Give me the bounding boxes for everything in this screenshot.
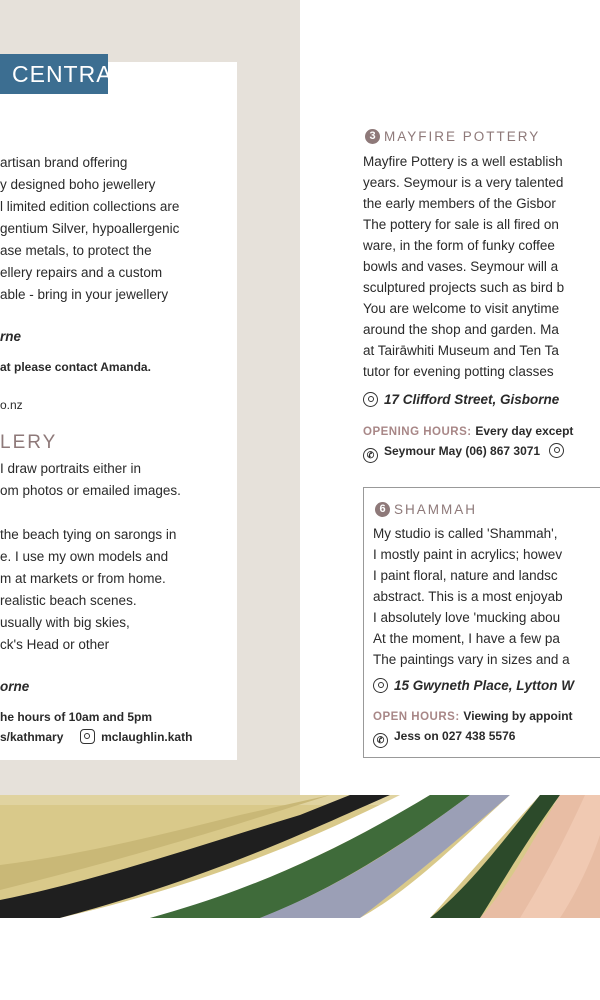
location-pin-icon (363, 392, 378, 407)
mayfire-hours (363, 420, 573, 444)
listing-number-badge: 3 (365, 129, 380, 144)
text-line: ellery repairs and a custom (0, 265, 163, 280)
text-line: om photos or emailed images. (0, 483, 181, 498)
shammah-address (373, 675, 574, 697)
phone-number[interactable]: Seymour May (06) 867 3071 (384, 444, 541, 458)
instagram-icon (80, 729, 95, 744)
hours-value: Every day except (475, 424, 574, 438)
shammah-contact (373, 726, 515, 748)
location-pin-icon (373, 678, 388, 693)
phone-icon: ✆ (363, 448, 378, 463)
phone-icon: ✆ (373, 733, 388, 748)
text-line: y designed boho jewellery (0, 177, 156, 192)
text-line: ware, in the form of funky coffee (363, 238, 555, 253)
text-line: I draw portraits either in (0, 461, 142, 476)
address-text: 15 Gwyneth Place, Lytton W (394, 678, 575, 693)
text-line: years. Seymour is a very talented (363, 175, 564, 190)
text-line: m at markets or from home. (0, 571, 166, 586)
text-line: the beach tying on sarongs in (0, 527, 177, 542)
text-line: sculptured projects such as bird b (363, 280, 565, 295)
text-line: realistic beach scenes. (0, 593, 137, 608)
text-line: Mayfire Pottery is a well establish (363, 154, 563, 169)
shammah-hours (373, 705, 573, 729)
website-link[interactable]: o.nz (0, 398, 23, 412)
listing-number-badge: 6 (375, 502, 390, 517)
text-line: ck's Head or other (0, 637, 110, 652)
hours-value: Viewing by appoint (463, 709, 573, 723)
mayfire-contact (363, 441, 570, 463)
text-line: tutor for evening potting classes (363, 364, 554, 379)
instagram-handle[interactable]: mclaughlin.kath (101, 730, 193, 744)
text-line: At the moment, I have a few pa (373, 631, 560, 646)
hours-label: OPENING HOURS: (363, 426, 472, 438)
text-line: I mostly paint in acrylics; howev (373, 547, 563, 562)
left-listing-card (0, 62, 237, 760)
abstract-painting-image (0, 795, 600, 918)
text-line: My studio is called 'Shammah', (373, 526, 558, 541)
text-line: artisan brand offering (0, 155, 128, 170)
text-line: l limited edition collections are (0, 199, 180, 214)
text-line: You are welcome to visit anytime (363, 301, 560, 316)
text-line: at Tairāwhiti Museum and Ten Ta (363, 343, 559, 358)
shammah-heading (375, 499, 477, 521)
text-line: bowls and vases. Seymour will a (363, 259, 559, 274)
address-text: rne (0, 329, 22, 344)
hours-text: he hours of 10am and 5pm (0, 710, 153, 724)
text-line: The pottery for sale is all fired on (363, 217, 559, 232)
text-line: The paintings vary in sizes and a (373, 652, 570, 667)
contact-text: at please contact Amanda. (0, 360, 151, 374)
facebook-handle[interactable]: s/kathmary (0, 730, 64, 744)
text-line: gentium Silver, hypoallergenic (0, 221, 180, 236)
hours-label: OPEN HOURS: (373, 711, 460, 723)
text-line: the early members of the Gisbor (363, 196, 556, 211)
email-icon (549, 443, 564, 458)
social-row (0, 726, 192, 748)
text-line: I absolutely love 'mucking abou (373, 610, 561, 625)
text-line: abstract. This is a most enjoyab (373, 589, 563, 604)
address-text: 17 Clifford Street, Gisborne (384, 392, 560, 407)
text-line: e. I use my own models and (0, 549, 169, 564)
mayfire-address (363, 389, 559, 411)
mayfire-title: MAYFIRE POTTERY (384, 129, 541, 144)
text-line: around the shop and garden. Ma (363, 322, 559, 337)
text-line: able - bring in your jewellery (0, 287, 169, 302)
region-banner: CENTRAL (0, 54, 108, 94)
phone-number[interactable]: Jess on 027 438 5576 (394, 729, 516, 743)
text-line: I paint floral, nature and landsc (373, 568, 558, 583)
shammah-title: SHAMMAH (394, 502, 478, 517)
section-heading: LERY (0, 432, 58, 453)
text-line: usually with big skies, (0, 615, 130, 630)
text-line: ase metals, to protect the (0, 243, 152, 258)
address-text: orne (0, 679, 30, 694)
mayfire-heading (365, 126, 540, 148)
